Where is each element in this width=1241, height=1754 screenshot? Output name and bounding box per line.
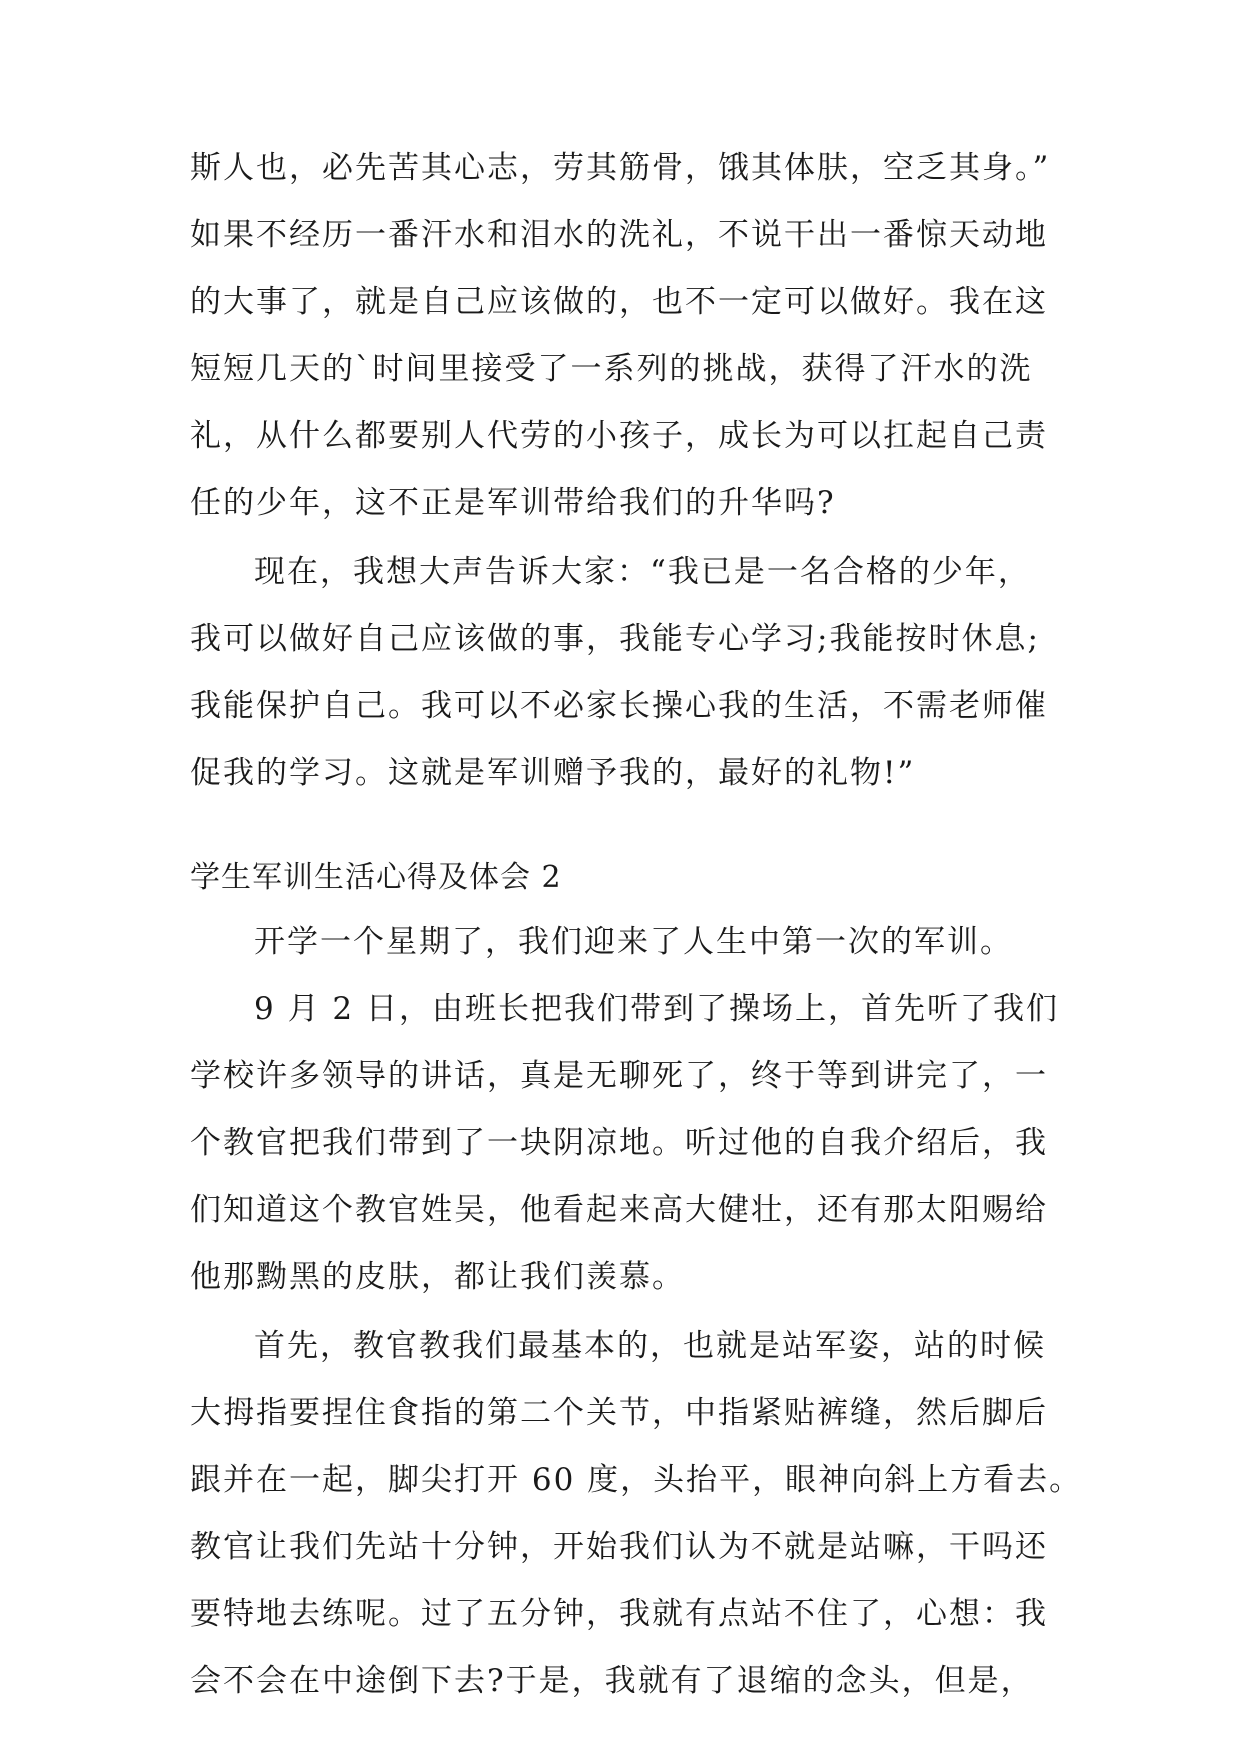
- text-line: 会不会在中途倒下去?于是，我就有了退缩的念头，但是，: [190, 1663, 1034, 1699]
- section-heading: 学生军训生活心得及体会 2: [190, 860, 562, 895]
- paragraph-first-line: 9 月 2 日，由班长把我们带到了操场上，首先听了我们: [254, 991, 1060, 1027]
- text-line: 们知道这个教官姓吴，他看起来高大健壮，还有那太阳赐给: [190, 1192, 1048, 1228]
- text-line: 要特地去练呢。过了五分钟，我就有点站不住了，心想：我: [190, 1596, 1048, 1632]
- text-line: 我可以做好自己应该做的事，我能专心学习;我能按时休息;: [190, 621, 1040, 657]
- text-line: 大拇指要捏住食指的第二个关节，中指紧贴裤缝，然后脚后: [190, 1395, 1048, 1431]
- paragraph-first-line: 现在，我想大声告诉大家：“我已是一名合格的少年，: [254, 554, 1031, 590]
- text-line: 我能保护自己。我可以不必家长操心我的生活，不需老师催: [190, 688, 1048, 724]
- text-line: 斯人也，必先苦其心志，劳其筋骨，饿其体肤，空乏其身。”: [190, 150, 1051, 186]
- text-line: 礼，从什么都要别人代劳的小孩子，成长为可以扛起自己责: [190, 418, 1048, 454]
- text-line: 短短几天的`时间里接受了一系列的挑战，获得了汗水的洗: [190, 351, 1033, 387]
- paragraph-first-line: 首先，教官教我们最基本的，也就是站军姿，站的时候: [254, 1328, 1046, 1364]
- text-line: 任的少年，这不正是军训带给我们的升华吗?: [190, 485, 836, 521]
- text-line: 学校许多领导的讲话，真是无聊死了，终于等到讲完了，一: [190, 1058, 1048, 1094]
- text-line: 跟并在一起，脚尖打开 60 度，头抬平，眼神向斜上方看去。: [190, 1462, 1083, 1498]
- paragraph-first-line: 开学一个星期了，我们迎来了人生中第一次的军训。: [254, 924, 1013, 960]
- text-line: 教官让我们先站十分钟，开始我们认为不就是站嘛，干吗还: [190, 1529, 1048, 1565]
- text-line: 促我的学习。这就是军训赠予我的，最好的礼物!”: [190, 755, 916, 791]
- text-line: 如果不经历一番汗水和泪水的洗礼，不说干出一番惊天动地: [190, 217, 1048, 253]
- text-line: 的大事了，就是自己应该做的，也不一定可以做好。我在这: [190, 284, 1048, 320]
- text-line: 个教官把我们带到了一块阴凉地。听过他的自我介绍后，我: [190, 1125, 1048, 1161]
- text-line: 他那黝黑的皮肤，都让我们羡慕。: [190, 1259, 685, 1295]
